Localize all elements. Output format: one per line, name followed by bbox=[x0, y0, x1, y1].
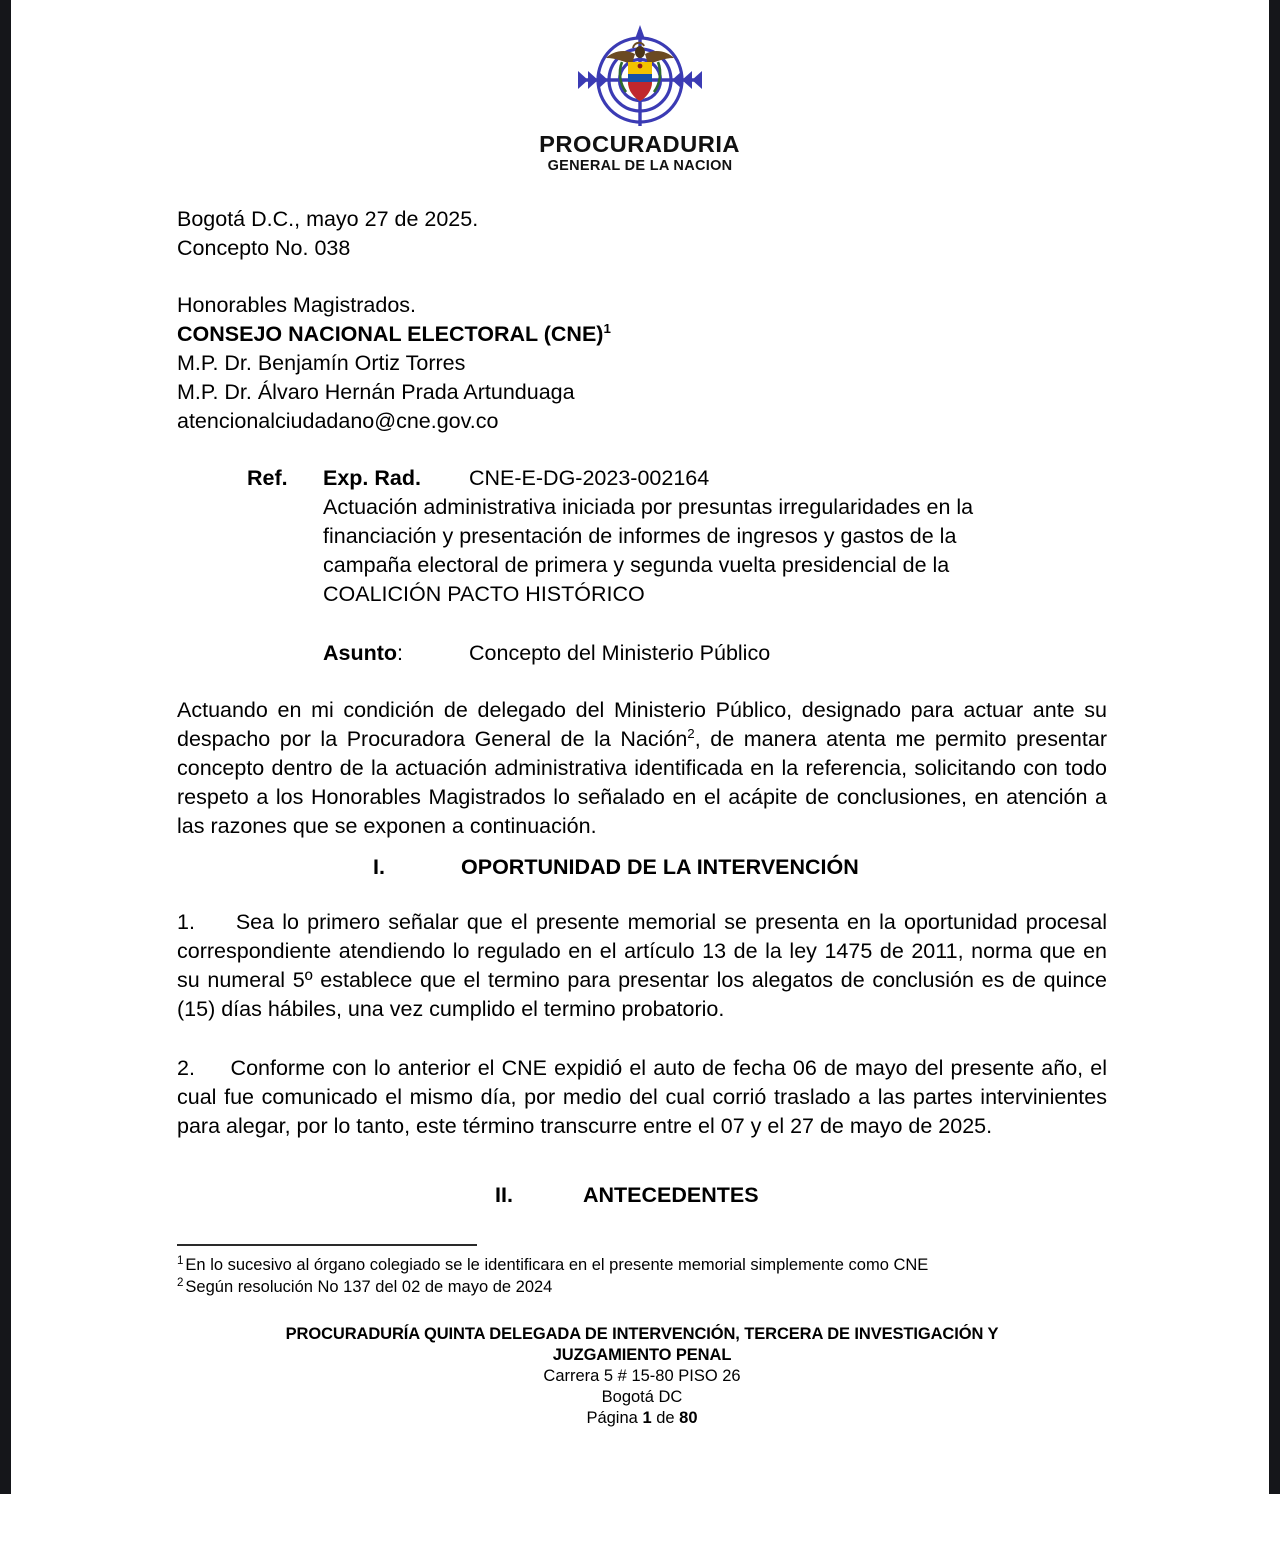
asunto-separator: : bbox=[397, 641, 404, 665]
page-prefix: Página bbox=[586, 1409, 638, 1427]
footnote-2-marker: 2 bbox=[177, 1276, 184, 1289]
addressee-entity bbox=[177, 320, 1107, 349]
section-heading-i bbox=[177, 853, 1107, 882]
concept-number: Concepto No. 038 bbox=[177, 236, 351, 260]
section-ii-numeral: II. bbox=[495, 1183, 513, 1207]
asunto-label bbox=[323, 639, 469, 668]
place-and-date: Bogotá D.C., mayo 27 de 2025. bbox=[177, 207, 479, 231]
footnote-2 bbox=[177, 1276, 1107, 1298]
page-total: 80 bbox=[679, 1409, 698, 1427]
addressee-block bbox=[177, 291, 1107, 436]
reference-description-line: financiación y presentación de informes de ingresos y gastos de la bbox=[323, 524, 957, 548]
section-i-title: OPORTUNIDAD DE LA INTERVENCIÓN bbox=[461, 855, 859, 879]
magistrate-two: M.P. Dr. Álvaro Hernán Prada Artunduaga bbox=[177, 380, 575, 404]
document-content bbox=[173, 175, 1107, 1429]
addressee-entity-text: CONSEJO NACIONAL ELECTORAL (CNE) bbox=[177, 322, 604, 346]
magistrate-one: M.P. Dr. Benjamín Ortiz Torres bbox=[177, 351, 466, 375]
intro-paragraph-part-1: Actuando en mi condición de delegado del Ministerio Público, designado para actuar ante su despacho por la Procuradora General de la Nación bbox=[177, 698, 1107, 751]
numbered-paragraph-2-text: Conforme con lo anterior el CNE expidió el auto de fecha 06 de mayo del presente año, el cual fue comunicado el mismo día, por medio del cual corrió traslado a las partes intervinientes para alegar, por lo tanto, este término transcurre entre el 07 y el 27 de mayo de 2025. bbox=[177, 1056, 1107, 1138]
ref-label: Ref. bbox=[247, 466, 288, 490]
left-edge-strip bbox=[0, 0, 11, 1494]
procuraduria-crosshair-emblem-icon bbox=[564, 22, 716, 132]
footer-address: Carrera 5 # 15-80 PISO 26 bbox=[543, 1367, 741, 1385]
footnote-separator-rule bbox=[177, 1244, 477, 1246]
footer-org-line-1: PROCURADURÍA QUINTA DELEGADA DE INTERVENCIÓN, TERCERA DE INVESTIGACIÓN Y bbox=[285, 1325, 999, 1343]
footnote-marker-2: 2 bbox=[687, 725, 695, 741]
numbered-paragraph-1-text: Sea lo primero señalar que el presente memorial se presenta en la oportunidad procesal correspondiente atendiendo lo regulado en el artículo 13 de la ley 1475 de 2011, norma que en su numeral 5º establece que el termino para presentar los alegatos de conclusión es de quince (15) días hábiles, una vez cumplido el termino probatorio. bbox=[177, 910, 1107, 1021]
reference-description-line: campaña electoral de primera y segunda vuelta presidencial de la bbox=[323, 553, 950, 577]
reference-description bbox=[323, 493, 1095, 609]
section-i-numeral: I. bbox=[373, 855, 385, 879]
numbered-paragraph-1 bbox=[177, 908, 1107, 1024]
masthead bbox=[11, 0, 1269, 175]
footer-page-number bbox=[177, 1408, 1107, 1429]
asunto-label-text: Asunto bbox=[323, 641, 398, 665]
page-middle: de bbox=[656, 1409, 675, 1427]
reference-description-line: Actuación administrativa iniciada por presuntas irregularidades en la bbox=[323, 495, 974, 519]
section-heading-ii bbox=[177, 1181, 1107, 1210]
footnote-1 bbox=[177, 1254, 1107, 1276]
footnote-1-marker: 1 bbox=[177, 1254, 184, 1267]
footnote-marker-1: 1 bbox=[603, 320, 611, 336]
institution-logo bbox=[539, 22, 741, 174]
footnote-area bbox=[177, 1244, 1107, 1298]
numbered-paragraph-2-number: 2. bbox=[177, 1056, 195, 1080]
document-page bbox=[11, 0, 1269, 1552]
footer-org-line-2: JUZGAMIENTO PENAL bbox=[552, 1346, 732, 1364]
reference-block bbox=[177, 464, 1107, 668]
footnote-2-text: Según resolución No 137 del 02 de mayo de 2024 bbox=[185, 1278, 553, 1296]
page-current: 1 bbox=[642, 1409, 652, 1427]
footer-city: Bogotá DC bbox=[601, 1388, 683, 1406]
page-footer bbox=[177, 1324, 1107, 1429]
right-edge-strip bbox=[1269, 0, 1280, 1494]
asunto-row bbox=[247, 639, 1107, 668]
section-ii-title: ANTECEDENTES bbox=[583, 1183, 759, 1207]
salutation: Honorables Magistrados. bbox=[177, 293, 417, 317]
numbered-paragraph-2 bbox=[177, 1054, 1107, 1141]
footnote-1-text: En lo sucesivo al órgano colegiado se le identificara en el presente memorial simplemente como CNE bbox=[185, 1256, 929, 1274]
numbered-paragraph-1-number: 1. bbox=[177, 910, 195, 934]
reference-description-line: COALICIÓN PACTO HISTÓRICO bbox=[323, 582, 645, 606]
reference-header-row bbox=[247, 464, 1107, 493]
exp-rad-value: CNE-E-DG-2023-002164 bbox=[469, 466, 710, 490]
asunto-value: Concepto del Ministerio Público bbox=[469, 641, 771, 665]
intro-paragraph-part-2: , de manera atenta me permito presentar concepto dentro de la actuación administrativa identificada en la referencia, solicitando con todo respeto a los Honorables Magistrados lo señalado en el acápite de conclusiones, en atención a las razones que se exponen a continuación. bbox=[177, 727, 1107, 838]
intro-paragraph bbox=[177, 696, 1107, 841]
logo-primary-text: PROCURADURIA bbox=[539, 131, 741, 157]
exp-rad-label: Exp. Rad. bbox=[323, 466, 421, 490]
colombian-coat-of-arms bbox=[606, 43, 674, 101]
logo-secondary-text: GENERAL DE LA NACION bbox=[547, 158, 733, 174]
contact-email-link[interactable]: atencionalciudadano@cne.gov.co bbox=[177, 409, 499, 433]
